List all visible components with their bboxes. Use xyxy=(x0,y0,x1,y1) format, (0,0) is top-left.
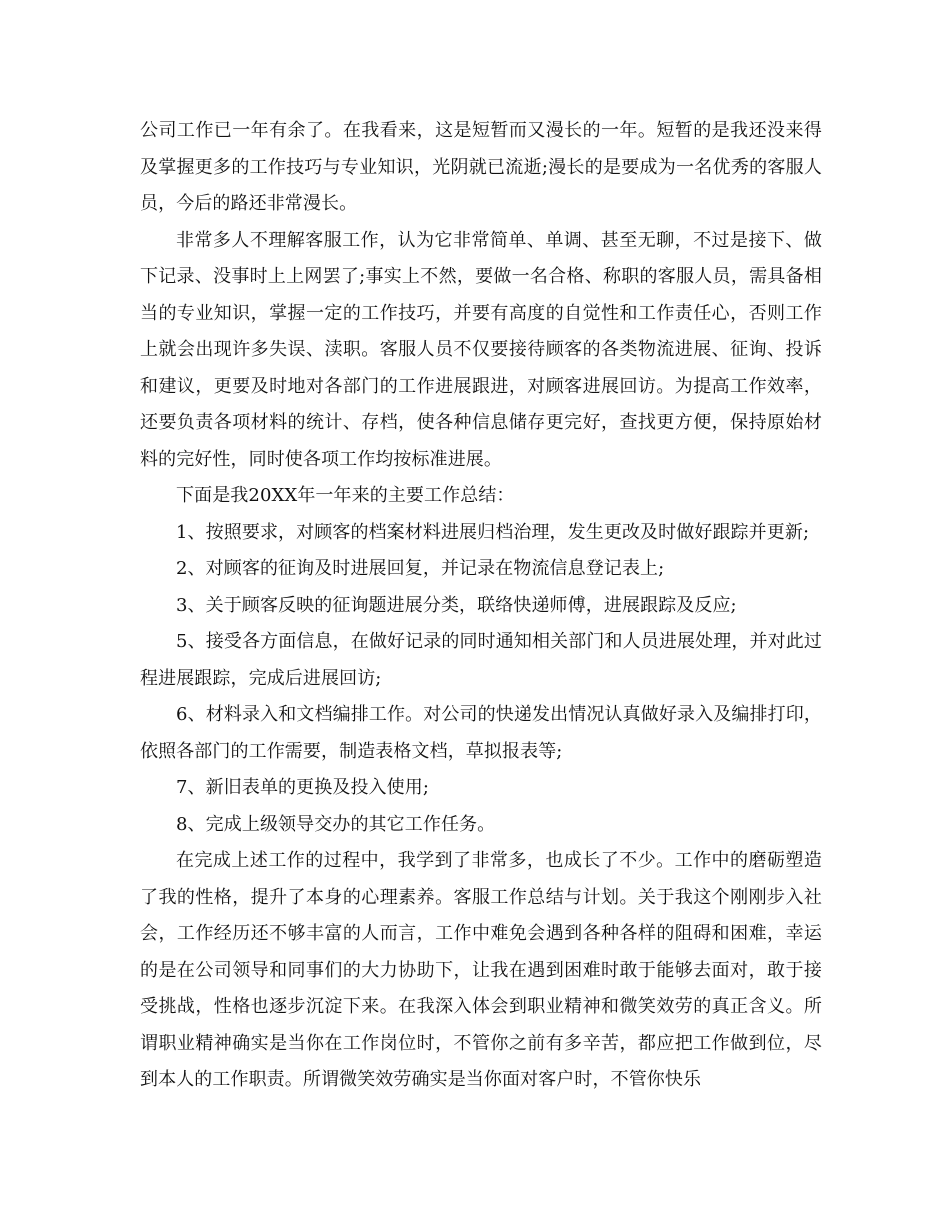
list-item-8: 8、完成上级领导交办的其它工作任务。 xyxy=(176,813,496,835)
paragraph-intro: 公司工作已一年有余了。在我看来，这是短暂而又漫长的一年。短暂的是我还没来得及掌握更多的工作技巧与专业知识，光阴就已流逝;漫长的是要成为一名优秀的客服人员，今后的路还非常漫长。 xyxy=(140,120,822,214)
list-item-5: 5、接受各方面信息，在做好记录的同时通知相关部门和人员进展处理，并对此过程进展跟踪，完成后进展回访; xyxy=(140,631,822,689)
list-item-1: 1、按照要求，对顾客的档案材料进展归档治理，发生更改及时做好跟踪并更新; xyxy=(176,521,810,543)
paragraph-reflection: 在完成上述工作的过程中，我学到了非常多，也成长了不少。工作中的磨砺塑造了我的性格，提升了本身的心理素养。客服工作总结与计划。关于我这个刚刚步入社会，工作经历还不够丰富的人而言，工作中难免会遇到各种各样的阻碍和困难，幸运的是在公司领导和同事们的大力协助下，让我在遇到困难时敢于能够去面对，敢于接受挑战，性格也逐步沉淀下来。在我深入体会到职业精神和微笑效劳的真正含义。所谓职业精神确实是当你在工作岗位时，不管你之前有多辛苦，都应把工作做到位，尽到本人的工作职责。所谓微笑效劳确实是当你面对客户时，不管你快乐 xyxy=(140,850,822,1090)
paragraph-summary-heading: 下面是我20XX年一年来的主要工作总结： xyxy=(176,485,515,506)
list-item-3: 3、关于顾客反映的征询题进展分类，联络快递师傅，进展跟踪及反应; xyxy=(176,594,737,616)
document-body xyxy=(140,113,822,1099)
list-item-2: 2、对顾客的征询及时进展回复，并记录在物流信息登记表上; xyxy=(176,558,665,579)
list-item-7: 7、新旧表单的更换及投入使用; xyxy=(176,777,430,798)
paragraph-customer-service: 非常多人不理解客服工作，认为它非常简单、单调、甚至无聊，不过是接下、做下记录、没事时上上网罢了;事实上不然，要做一名合格、称职的客服人员，需具备相当的专业知识，掌握一定的工作技巧，并要有高度的自觉性和工作责任心，否则工作上就会出现许多失误、渎职。客服人员不仅要接待顾客的各类物流进展、征询、投诉和建议，更要及时地对各部门的工作进展跟进，对顾客进展回访。为提高工作效率，还要负责各项材料的统计、存档，使各种信息储存更完好，查找更方便，保持原始材料的完好性，同时使各项工作均按标准进展。 xyxy=(140,229,822,470)
list-item-6: 6、材料录入和文档编排工作。对公司的快递发出情况认真做好录入及编排打印，依照各部门的工作需要，制造表格文档，草拟报表等; xyxy=(140,704,822,762)
